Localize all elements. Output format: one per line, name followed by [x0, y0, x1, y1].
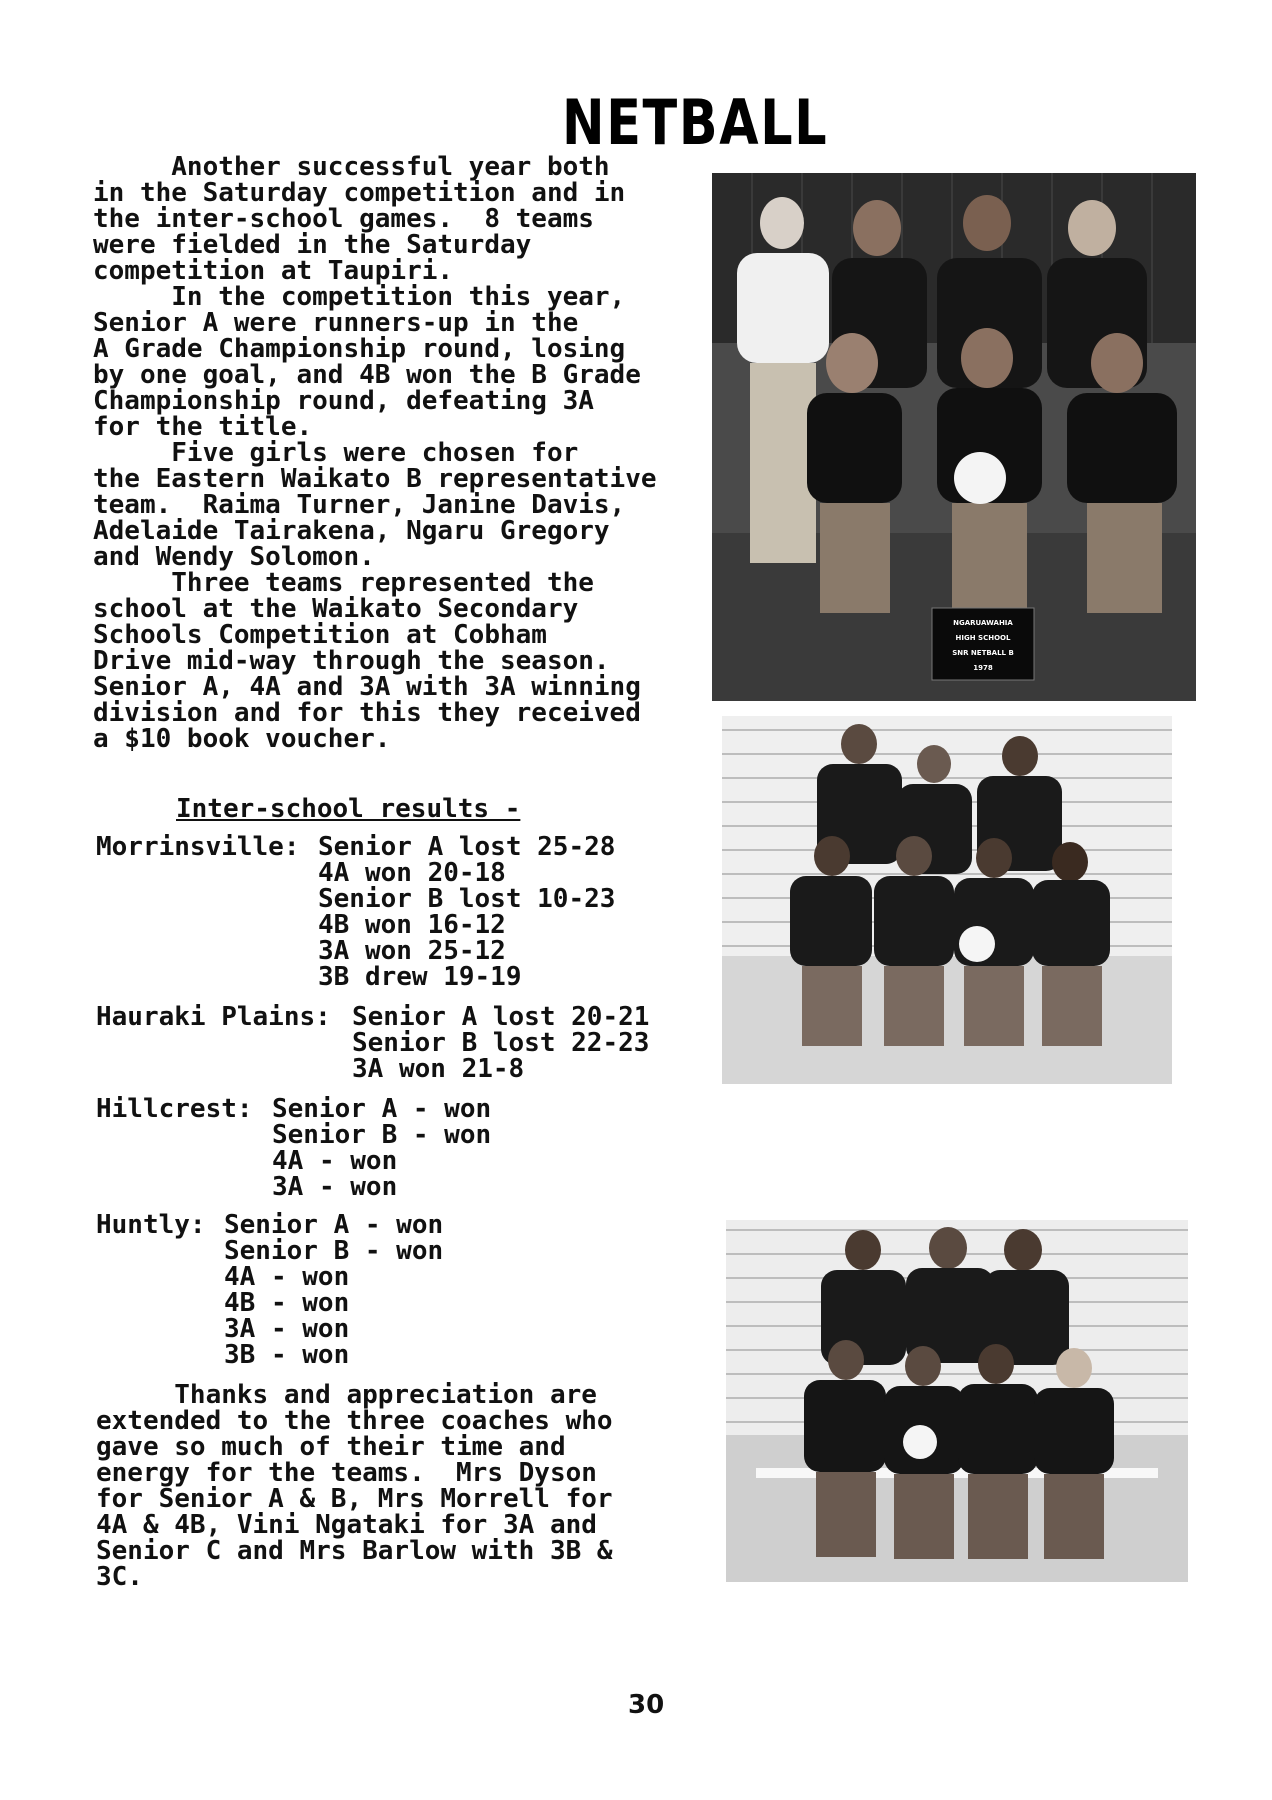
result-line: Senior A - won — [272, 1094, 492, 1124]
page-title: NETBALL — [562, 86, 829, 159]
intro-line: Senior A were runners-up in the — [93, 308, 579, 338]
thanks-line: extended to the three coaches who — [96, 1406, 613, 1436]
intro-line: in the Saturday competition and in — [93, 178, 626, 208]
result-line: 3A won 21-8 — [352, 1054, 525, 1084]
team-photo-senior-b — [712, 173, 1196, 701]
result-line: 4B won 16-12 — [318, 910, 506, 940]
school-huntly: Huntly: — [96, 1210, 206, 1240]
result-line: 4A won 20-18 — [318, 858, 506, 888]
result-line: 3A - won — [224, 1314, 350, 1344]
sign-line-1: NGARUAWAHIA — [953, 619, 1013, 627]
result-line: 3B - won — [224, 1340, 350, 1370]
results-heading: Inter-school results - — [176, 794, 521, 824]
school-hillcrest: Hillcrest: — [96, 1094, 253, 1124]
intro-line: In the competition this year, — [93, 282, 626, 312]
result-line: 3B drew 19-19 — [318, 962, 522, 992]
intro-line: division and for this they received — [93, 698, 641, 728]
result-line: Senior A - won — [224, 1210, 444, 1240]
result-line: 4B - won — [224, 1288, 350, 1318]
intro-line: by one goal, and 4B won the B Grade — [93, 360, 641, 390]
intro-line: the Eastern Waikato B representative — [93, 464, 657, 494]
result-line: Senior B lost 10-23 — [318, 884, 616, 914]
sign-line-4: 1978 — [973, 664, 993, 672]
intro-line: school at the Waikato Secondary — [93, 594, 579, 624]
intro-line: Drive mid-way through the season. — [93, 646, 610, 676]
intro-line: a $10 book voucher. — [93, 724, 391, 754]
intro-line: Three teams represented the — [93, 568, 594, 598]
result-line: 3A won 25-12 — [318, 936, 506, 966]
thanks-line: Thanks and appreciation are — [96, 1380, 597, 1410]
sign-line-3: SNR NETBALL B — [952, 649, 1014, 657]
intro-line: and Wendy Solomon. — [93, 542, 375, 572]
thanks-text — [96, 1382, 613, 1590]
intro-line: for the title. — [93, 412, 313, 442]
intro-text — [93, 154, 657, 752]
result-line: Senior A lost 25-28 — [318, 832, 616, 862]
page-number: 30 — [628, 1690, 665, 1720]
intro-line: Five girls were chosen for — [93, 438, 579, 468]
thanks-line: 4A & 4B, Vini Ngataki for 3A and — [96, 1510, 597, 1540]
intro-line: Another successful year both — [93, 152, 610, 182]
intro-line: Adelaide Tairakena, Ngaru Gregory — [93, 516, 610, 546]
result-line: Senior B - won — [224, 1236, 444, 1266]
result-line: Senior B lost 22-23 — [352, 1028, 650, 1058]
thanks-line: Senior C and Mrs Barlow with 3B & — [96, 1536, 613, 1566]
result-line: 3A - won — [272, 1172, 398, 1202]
intro-line: competition at Taupiri. — [93, 256, 454, 286]
result-line: Senior B - won — [272, 1120, 492, 1150]
intro-line: Senior A, 4A and 3A with 3A winning — [93, 672, 641, 702]
intro-line: were fielded in the Saturday — [93, 230, 532, 260]
thanks-line: 3C. — [96, 1562, 143, 1592]
intro-line: Schools Competition at Cobham — [93, 620, 547, 650]
intro-line: A Grade Championship round, losing — [93, 334, 626, 364]
thanks-line: energy for the teams. Mrs Dyson — [96, 1458, 597, 1488]
thanks-line: for Senior A & B, Mrs Morrell for — [96, 1484, 613, 1514]
intro-line: the inter-school games. 8 teams — [93, 204, 594, 234]
sign-line-2: HIGH SCHOOL — [955, 634, 1011, 642]
school-hauraki-plains: Hauraki Plains: — [96, 1002, 331, 1032]
result-line: Senior A lost 20-21 — [352, 1002, 650, 1032]
result-line: 4A - won — [224, 1262, 350, 1292]
intro-line: team. Raima Turner, Janine Davis, — [93, 490, 626, 520]
school-morrinsville: Morrinsville: — [96, 832, 300, 862]
intro-line: Championship round, defeating 3A — [93, 386, 594, 416]
team-photo-3 — [726, 1220, 1188, 1582]
team-photo-2 — [722, 716, 1172, 1084]
result-line: 4A - won — [272, 1146, 398, 1176]
thanks-line: gave so much of their time and — [96, 1432, 566, 1462]
